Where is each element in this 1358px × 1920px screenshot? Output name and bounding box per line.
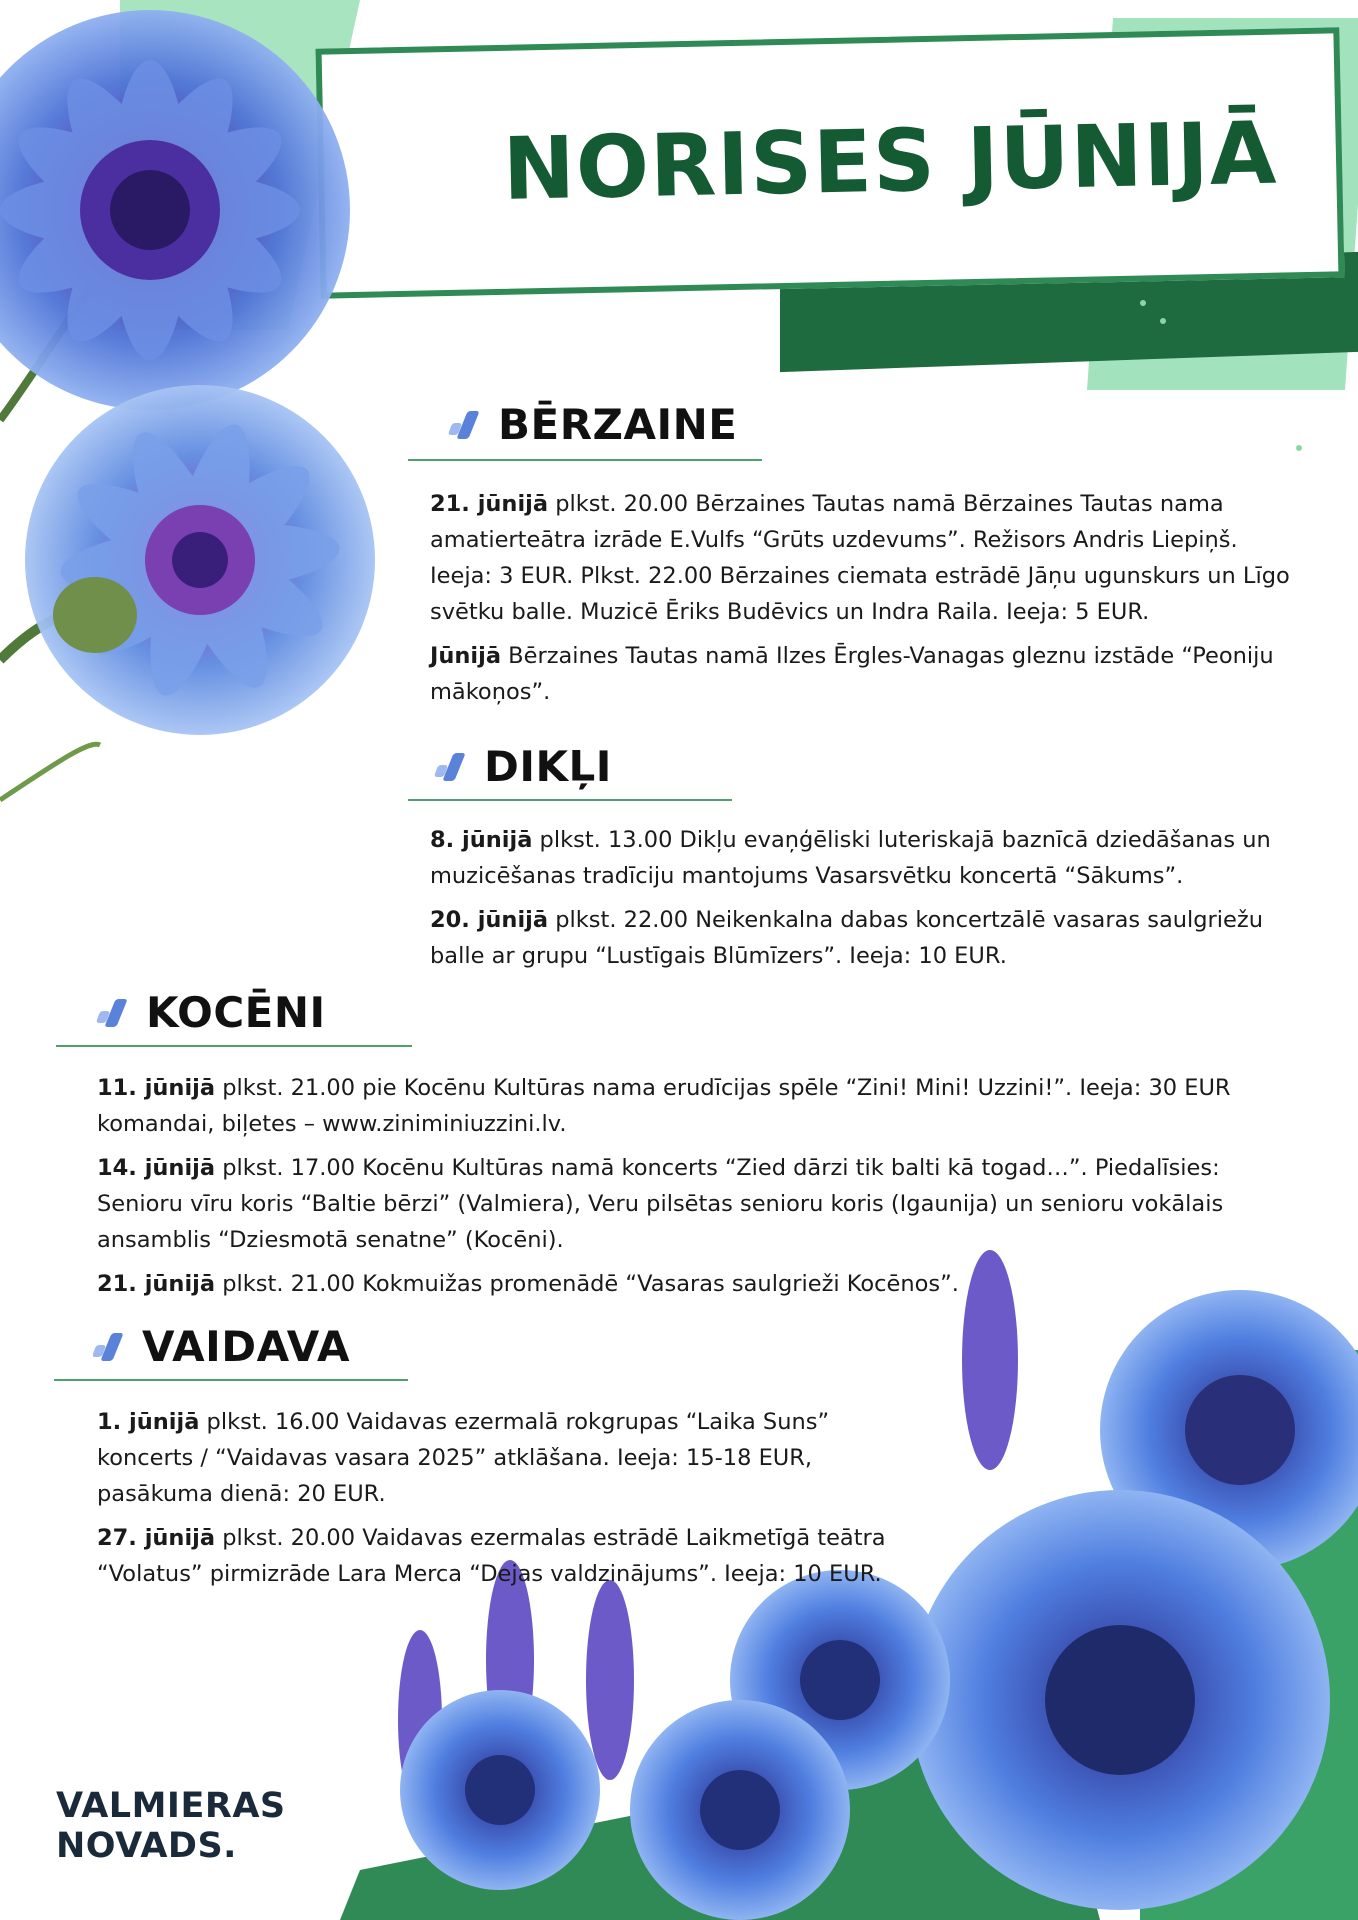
section-title: BĒRZAINE xyxy=(498,400,738,449)
event-item xyxy=(430,902,1290,974)
event-date: 1. jūnijā xyxy=(97,1409,200,1435)
cornflower-illustration-top xyxy=(0,0,460,820)
section-berzaine xyxy=(408,400,762,461)
section-title: DIKĻI xyxy=(484,742,612,791)
check-icon xyxy=(92,1333,126,1361)
event-item xyxy=(430,822,1290,894)
event-text: plkst. 20.00 Vaidavas ezermalas estrādē Laikmetīgā teātra “Volatus” pirmizrāde Lara Merca “Dejas valdzinājums”. Ieeja: 10 EUR. xyxy=(97,1525,886,1587)
event-item xyxy=(97,1266,1297,1302)
logo-line-2: NOVADS. xyxy=(56,1826,237,1866)
event-text: plkst. 20.00 Bērzaines Tautas namā Bērzaines Tautas nama amatierteātra izrāde E.Vulfs “Grūts uzdevums”. Režisors Andris Liepiņš. Ieeja: 3 EUR. Plkst. 22.00 Bērzaines ciemata estrādē Jāņu ugunskurs un Līgo svētku balle. Muzicē Ēriks Budēvics un Indra Raila. Ieeja: 5 EUR. xyxy=(430,491,1290,625)
check-icon xyxy=(434,753,468,781)
section-header xyxy=(54,1322,408,1371)
section-divider xyxy=(56,1045,412,1047)
section-title: KOCĒNI xyxy=(146,988,326,1037)
event-text: plkst. 17.00 Kocēnu Kultūras namā koncerts “Zied dārzi tik balti kā togad…”. Piedalīsies: Senioru vīru koris “Baltie bērzi” (Valmiera), Veru pilsētas senioru koris (Igaunija) un senioru vokālais ansamblis “Dziesmotā senatne” (Kocēni). xyxy=(97,1155,1224,1253)
event-text: plkst. 21.00 Kokmuižas promenādē “Vasaras saulgrieži Kocēnos”. xyxy=(215,1271,959,1297)
event-item xyxy=(97,1150,1297,1258)
page-title: NORISES JŪNIJĀ xyxy=(501,103,1279,220)
event-date: 14. jūnijā xyxy=(97,1155,216,1181)
event-date: 21. jūnijā xyxy=(430,491,549,517)
section-koceni xyxy=(56,988,412,1047)
section-vaidava xyxy=(54,1322,408,1381)
speckle xyxy=(1160,318,1166,324)
section-koceni-body xyxy=(97,1070,1297,1310)
event-date: 21. jūnijā xyxy=(97,1271,216,1297)
event-item xyxy=(97,1070,1297,1142)
section-vaidava-body xyxy=(97,1404,897,1600)
section-header xyxy=(408,742,732,791)
speckle xyxy=(1140,300,1146,306)
event-date: Jūnijā xyxy=(430,643,502,669)
section-title: VAIDAVA xyxy=(142,1322,350,1371)
event-date: 27. jūnijā xyxy=(97,1525,216,1551)
event-date: 11. jūnijā xyxy=(97,1075,216,1101)
event-text: plkst. 13.00 Dikļu evaņģēliski luteriskajā baznīcā dziedāšanas un muzicēšanas tradīciju mantojums Vasarsvētku koncertā “Sākums”. xyxy=(430,827,1271,889)
event-item xyxy=(97,1520,897,1592)
section-header xyxy=(408,400,762,449)
event-item xyxy=(430,638,1290,710)
event-text: plkst. 22.00 Neikenkalna dabas koncertzālē vasaras saulgriežu balle ar grupu “Lustīgais Blūmīzers”. Ieeja: 10 EUR. xyxy=(430,907,1263,969)
title-box xyxy=(315,27,1344,298)
section-header xyxy=(56,988,412,1037)
section-divider xyxy=(408,799,732,801)
event-text: plkst. 16.00 Vaidavas ezermalā rokgrupas “Laika Suns” koncerts / “Vaidavas vasara 2025” atklāšana. Ieeja: 15-18 EUR, pasākuma dienā: 20 EUR. xyxy=(97,1409,830,1507)
speckle xyxy=(1296,445,1302,451)
logo-line-1: VALMIERAS xyxy=(56,1786,286,1826)
event-date: 20. jūnijā xyxy=(430,907,549,933)
event-item xyxy=(97,1404,897,1512)
section-dikli-body xyxy=(430,822,1290,982)
event-date: 8. jūnijā xyxy=(430,827,533,853)
check-icon xyxy=(96,999,130,1027)
event-text: Bērzaines Tautas namā Ilzes Ērgles-Vanagas gleznu izstāde “Peoniju mākoņos”. xyxy=(430,643,1274,705)
valmieras-novads-logo xyxy=(56,1786,286,1866)
section-dikli xyxy=(408,742,732,801)
check-icon xyxy=(448,411,482,439)
event-item xyxy=(430,486,1290,630)
event-text: plkst. 21.00 pie Kocēnu Kultūras nama erudīcijas spēle “Zini! Mini! Uzzini!”. Ieeja: 30 EUR komandai, biļetes – www.ziniminiuzzini.lv. xyxy=(97,1075,1231,1137)
section-berzaine-body xyxy=(430,486,1290,718)
section-divider xyxy=(54,1379,408,1381)
section-divider xyxy=(408,459,762,461)
